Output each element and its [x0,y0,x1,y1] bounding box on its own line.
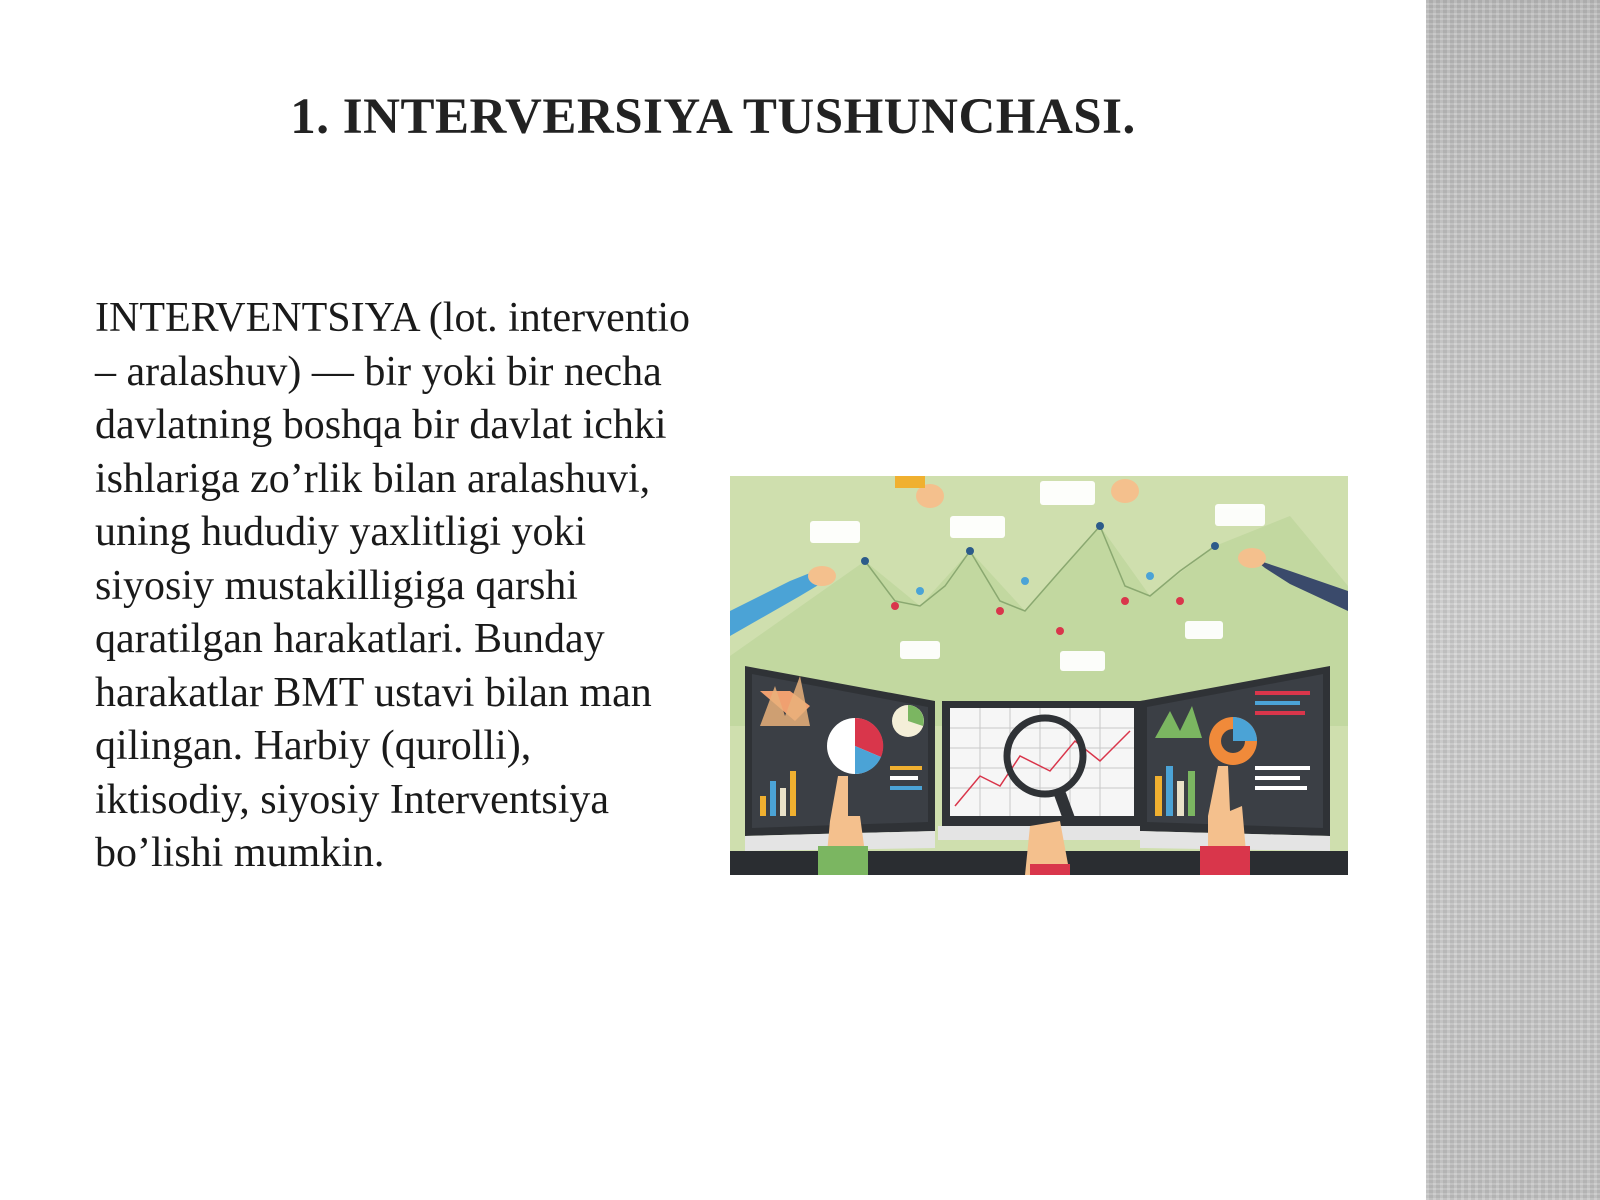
decorative-side-panel [1426,0,1600,1200]
data-analytics-illustration [730,476,1348,875]
center-monitor [938,701,1146,840]
slide-title: 1. INTERVERSIYA TUSHUNCHASI. [290,89,1136,145]
slide-body-text: INTERVENTSIYA (lot. interventio – aralashuv) — bir yoki bir necha davlatning boshqa bir davlat ichki ishlariga zo’rlik bilan aralashuvi, uning hududiy yaxlitligi yoki siyosiy mustakilligiga qarshi qaratilgan harakatlari. Bunday harakatlar BMT ustavi bilan man qilingan. Harbiy (qurolli), iktisodiy, siyosiy Interventsiya bo’lishi mumkin. [95,295,691,876]
